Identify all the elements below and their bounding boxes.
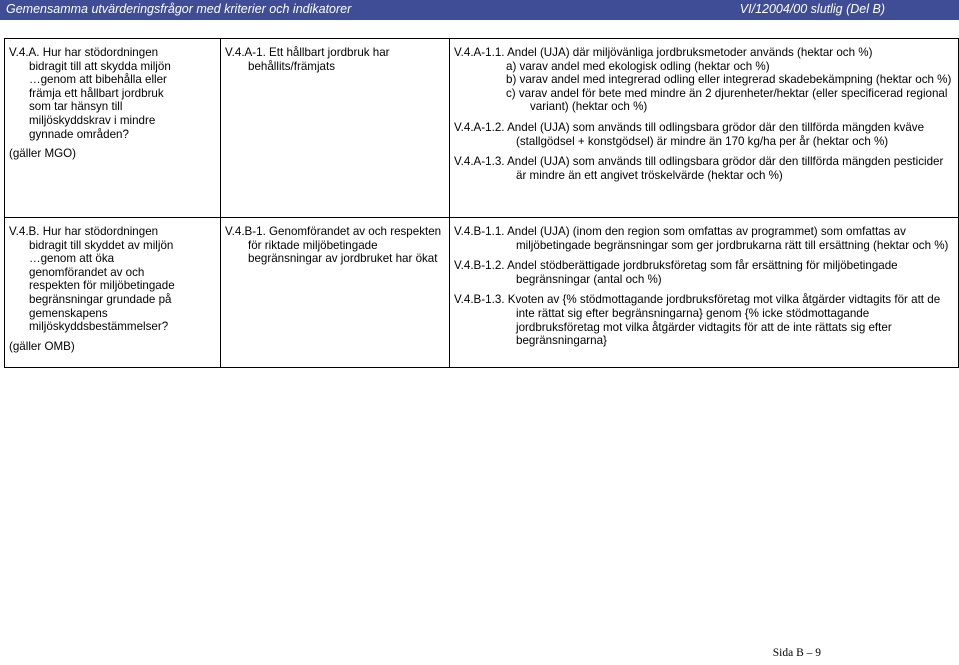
- question-line: genomförandet av och: [29, 265, 145, 279]
- table-row: [5, 39, 959, 218]
- question-line: miljöskyddsbestämmelser?: [29, 320, 169, 334]
- criterion-text: V.4.A-1. Ett hållbart jordbruk har behållits/främjats: [225, 46, 390, 73]
- criterion-text: V.4.B-1. Genomförandet av och respekten för riktade miljöbetingade begränsningar av jordbruket har ökat: [225, 225, 442, 266]
- header-title: Gemensamma utvärderingsfrågor med kriterier och indikatorer: [6, 2, 352, 16]
- page-number: Sida B – 9: [772, 647, 821, 659]
- question-line: gemenskapens: [29, 306, 108, 320]
- indicator-text: V.4.A-1.3. Andel (UJA) som används till odlingsbara grödor där den tillförda mängden pesticider är mindre än ett angivet tröskelvärde (hektar och %): [454, 155, 944, 182]
- question-line: begränsningar grundade på: [29, 292, 172, 306]
- criterion-cell: [221, 218, 450, 368]
- table-row: [5, 218, 959, 368]
- question-applies: (gäller OMB): [9, 339, 75, 353]
- indicator-text: V.4.B-1.2. Andel stödberättigade jordbruksföretag som får ersättning för miljöbetingade begränsningar (antal och %): [454, 259, 898, 286]
- indicator-text: V.4.B-1.1. Andel (UJA) (inom den region som omfattas av programmet) som omfattas av miljöbetingade begränsningar som ger jordbrukarna rätt till ersättning (hektar och %): [454, 225, 949, 252]
- question-id: V.4.B. Hur har stödordningen: [9, 225, 159, 238]
- indicator-cell: [450, 218, 959, 368]
- criteria-table: [4, 38, 959, 368]
- question-line: gynnade områden?: [29, 127, 129, 141]
- question-line: …genom att bibehålla eller: [29, 73, 167, 87]
- question-line: …genom att öka: [29, 252, 115, 266]
- indicator-cell: [450, 39, 959, 218]
- page-header: [0, 0, 959, 20]
- indicator-sub: a) varav andel med ekologisk odling (hektar och %): [506, 59, 770, 73]
- indicator-sub: c) varav andel för bete med mindre än 2 djurenheter/hektar (eller specificerad regional variant) (hektar och %): [506, 86, 948, 114]
- question-line: miljöskyddskrav i mindre: [29, 113, 156, 127]
- question-cell: [5, 39, 221, 218]
- indicator-text: V.4.A-1.1. Andel (UJA) där miljövänliga jordbruksmetoder används (hektar och %): [454, 46, 873, 59]
- criterion-cell: [221, 39, 450, 218]
- question-id: V.4.A. Hur har stödordningen: [9, 46, 159, 59]
- question-line: som tar hänsyn till: [29, 100, 123, 114]
- header-doc-id: VI/12004/00 slutlig (Del B): [739, 2, 885, 16]
- indicator-sub: b) varav andel med integrerad odling eller integrerad skadebekämpning (hektar och %): [506, 73, 952, 87]
- indicator-text: V.4.B-1.3. Kvoten av {% stödmottagande jordbruksföretag mot vilka åtgärder vidtagits för att de inte rättat sig efter begränsningarna} genom {% icke stödmottagande jordbruksföretag mot vilka åtgärder vidtagits för att de inte rättats sig efter begränsningarna}: [454, 293, 941, 348]
- question-applies: (gäller MGO): [9, 147, 76, 161]
- question-cell: [5, 218, 221, 368]
- indicator-text: V.4.A-1.2. Andel (UJA) som används till odlingsbara grödor där den tillförda mängden kväve (stallgödsel + konstgödsel) är mindre än 170 kg/ha per år (hektar och %): [454, 120, 925, 148]
- question-line: respekten för miljöbetingade: [29, 279, 175, 293]
- question-line: bidragit till att skydda miljön: [29, 59, 171, 73]
- question-line: bidragit till skyddet av miljön: [29, 238, 174, 252]
- question-line: främja ett hållbart jordbruk: [29, 86, 164, 100]
